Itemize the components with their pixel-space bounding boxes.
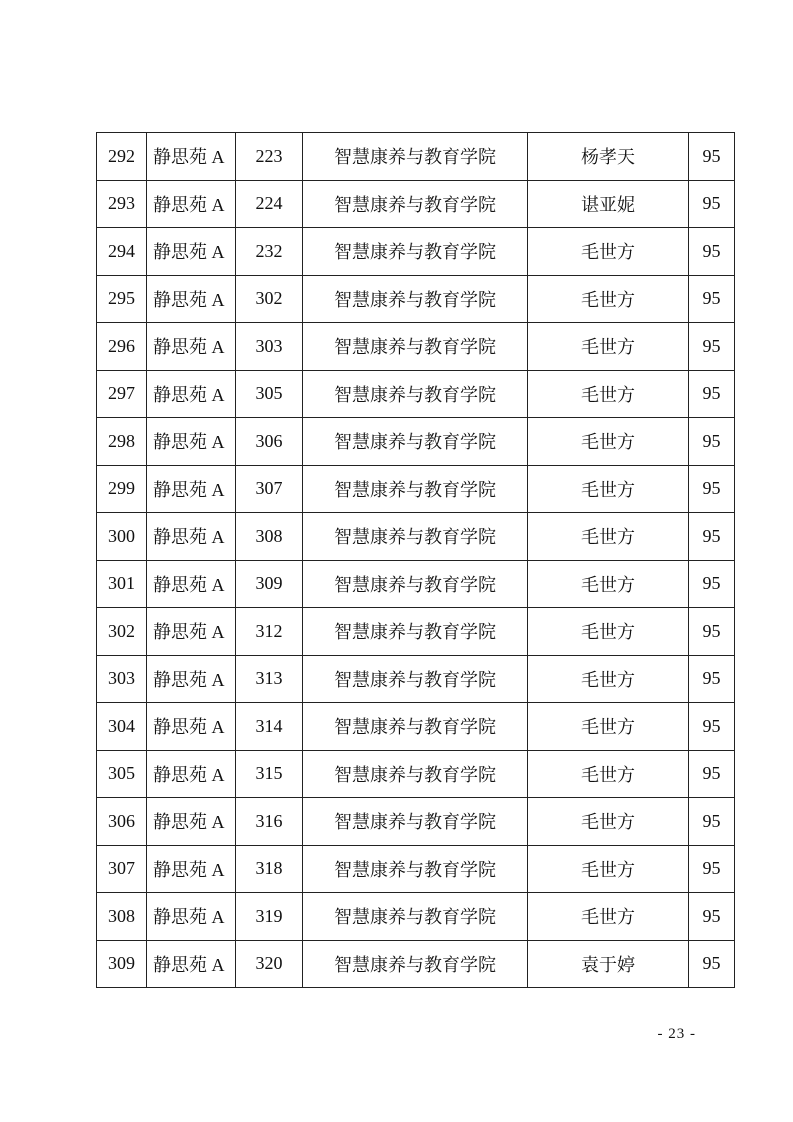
cell-college: 智慧康养与教育学院 bbox=[303, 608, 528, 656]
cell-score: 95 bbox=[689, 513, 735, 561]
cell-building: 静思苑 A bbox=[147, 133, 236, 181]
table-row bbox=[97, 275, 735, 323]
page-number: - 23 - bbox=[657, 1026, 696, 1042]
table-row bbox=[97, 703, 735, 751]
cell-serial-number: 306 bbox=[97, 798, 147, 846]
cell-room-number: 315 bbox=[236, 750, 303, 798]
cell-room-number: 320 bbox=[236, 940, 303, 988]
cell-score: 95 bbox=[689, 275, 735, 323]
cell-serial-number: 296 bbox=[97, 323, 147, 371]
cell-score: 95 bbox=[689, 323, 735, 371]
cell-room-number: 309 bbox=[236, 560, 303, 608]
cell-serial-number: 309 bbox=[97, 940, 147, 988]
cell-person-name: 毛世方 bbox=[528, 465, 689, 513]
cell-person-name: 袁于婷 bbox=[528, 940, 689, 988]
cell-serial-number: 301 bbox=[97, 560, 147, 608]
table-row bbox=[97, 608, 735, 656]
cell-room-number: 306 bbox=[236, 418, 303, 466]
cell-serial-number: 295 bbox=[97, 275, 147, 323]
table-row bbox=[97, 845, 735, 893]
cell-room-number: 232 bbox=[236, 228, 303, 276]
cell-building: 静思苑 A bbox=[147, 465, 236, 513]
cell-college: 智慧康养与教育学院 bbox=[303, 893, 528, 941]
cell-room-number: 302 bbox=[236, 275, 303, 323]
cell-college: 智慧康养与教育学院 bbox=[303, 323, 528, 371]
cell-room-number: 314 bbox=[236, 703, 303, 751]
cell-building: 静思苑 A bbox=[147, 703, 236, 751]
cell-score: 95 bbox=[689, 133, 735, 181]
table-row bbox=[97, 418, 735, 466]
cell-serial-number: 292 bbox=[97, 133, 147, 181]
cell-person-name: 毛世方 bbox=[528, 418, 689, 466]
cell-score: 95 bbox=[689, 560, 735, 608]
cell-score: 95 bbox=[689, 465, 735, 513]
cell-building: 静思苑 A bbox=[147, 608, 236, 656]
cell-person-name: 谌亚妮 bbox=[528, 180, 689, 228]
table-row bbox=[97, 750, 735, 798]
cell-building: 静思苑 A bbox=[147, 750, 236, 798]
cell-serial-number: 300 bbox=[97, 513, 147, 561]
cell-room-number: 316 bbox=[236, 798, 303, 846]
table-row bbox=[97, 465, 735, 513]
table-row bbox=[97, 560, 735, 608]
cell-college: 智慧康养与教育学院 bbox=[303, 703, 528, 751]
cell-person-name: 杨孝天 bbox=[528, 133, 689, 181]
cell-person-name: 毛世方 bbox=[528, 750, 689, 798]
cell-room-number: 223 bbox=[236, 133, 303, 181]
cell-college: 智慧康养与教育学院 bbox=[303, 418, 528, 466]
cell-college: 智慧康养与教育学院 bbox=[303, 133, 528, 181]
cell-room-number: 318 bbox=[236, 845, 303, 893]
cell-room-number: 307 bbox=[236, 465, 303, 513]
cell-room-number: 303 bbox=[236, 323, 303, 371]
table-row bbox=[97, 893, 735, 941]
cell-room-number: 305 bbox=[236, 370, 303, 418]
cell-college: 智慧康养与教育学院 bbox=[303, 275, 528, 323]
cell-building: 静思苑 A bbox=[147, 370, 236, 418]
cell-score: 95 bbox=[689, 703, 735, 751]
cell-score: 95 bbox=[689, 608, 735, 656]
cell-score: 95 bbox=[689, 228, 735, 276]
cell-building: 静思苑 A bbox=[147, 323, 236, 371]
cell-score: 95 bbox=[689, 893, 735, 941]
table-row bbox=[97, 655, 735, 703]
cell-building: 静思苑 A bbox=[147, 560, 236, 608]
cell-college: 智慧康养与教育学院 bbox=[303, 798, 528, 846]
table-row bbox=[97, 180, 735, 228]
cell-college: 智慧康养与教育学院 bbox=[303, 370, 528, 418]
cell-room-number: 312 bbox=[236, 608, 303, 656]
cell-person-name: 毛世方 bbox=[528, 370, 689, 418]
cell-building: 静思苑 A bbox=[147, 228, 236, 276]
cell-college: 智慧康养与教育学院 bbox=[303, 750, 528, 798]
cell-building: 静思苑 A bbox=[147, 845, 236, 893]
cell-person-name: 毛世方 bbox=[528, 655, 689, 703]
cell-building: 静思苑 A bbox=[147, 655, 236, 703]
cell-building: 静思苑 A bbox=[147, 513, 236, 561]
cell-person-name: 毛世方 bbox=[528, 323, 689, 371]
cell-room-number: 313 bbox=[236, 655, 303, 703]
cell-score: 95 bbox=[689, 370, 735, 418]
cell-room-number: 319 bbox=[236, 893, 303, 941]
cell-score: 95 bbox=[689, 750, 735, 798]
cell-college: 智慧康养与教育学院 bbox=[303, 655, 528, 703]
cell-serial-number: 303 bbox=[97, 655, 147, 703]
cell-college: 智慧康养与教育学院 bbox=[303, 845, 528, 893]
cell-person-name: 毛世方 bbox=[528, 560, 689, 608]
table-body bbox=[97, 133, 735, 988]
cell-serial-number: 299 bbox=[97, 465, 147, 513]
cell-college: 智慧康养与教育学院 bbox=[303, 513, 528, 561]
cell-score: 95 bbox=[689, 845, 735, 893]
table-row bbox=[97, 228, 735, 276]
cell-serial-number: 302 bbox=[97, 608, 147, 656]
table-row bbox=[97, 940, 735, 988]
cell-score: 95 bbox=[689, 798, 735, 846]
cell-college: 智慧康养与教育学院 bbox=[303, 560, 528, 608]
table-row bbox=[97, 798, 735, 846]
cell-score: 95 bbox=[689, 418, 735, 466]
cell-person-name: 毛世方 bbox=[528, 798, 689, 846]
cell-score: 95 bbox=[689, 180, 735, 228]
table-row bbox=[97, 133, 735, 181]
cell-serial-number: 298 bbox=[97, 418, 147, 466]
cell-college: 智慧康养与教育学院 bbox=[303, 228, 528, 276]
cell-person-name: 毛世方 bbox=[528, 275, 689, 323]
cell-room-number: 224 bbox=[236, 180, 303, 228]
cell-building: 静思苑 A bbox=[147, 180, 236, 228]
cell-building: 静思苑 A bbox=[147, 940, 236, 988]
table-row bbox=[97, 513, 735, 561]
cell-college: 智慧康养与教育学院 bbox=[303, 940, 528, 988]
cell-building: 静思苑 A bbox=[147, 275, 236, 323]
cell-person-name: 毛世方 bbox=[528, 893, 689, 941]
cell-person-name: 毛世方 bbox=[528, 228, 689, 276]
cell-person-name: 毛世方 bbox=[528, 513, 689, 561]
cell-serial-number: 305 bbox=[97, 750, 147, 798]
cell-building: 静思苑 A bbox=[147, 798, 236, 846]
cell-serial-number: 297 bbox=[97, 370, 147, 418]
table-row bbox=[97, 370, 735, 418]
table-row bbox=[97, 323, 735, 371]
cell-person-name: 毛世方 bbox=[528, 608, 689, 656]
cell-serial-number: 308 bbox=[97, 893, 147, 941]
cell-college: 智慧康养与教育学院 bbox=[303, 180, 528, 228]
cell-room-number: 308 bbox=[236, 513, 303, 561]
cell-serial-number: 307 bbox=[97, 845, 147, 893]
cell-serial-number: 293 bbox=[97, 180, 147, 228]
cell-serial-number: 294 bbox=[97, 228, 147, 276]
cell-person-name: 毛世方 bbox=[528, 845, 689, 893]
cell-person-name: 毛世方 bbox=[528, 703, 689, 751]
cell-score: 95 bbox=[689, 940, 735, 988]
dormitory-table bbox=[96, 132, 735, 988]
cell-score: 95 bbox=[689, 655, 735, 703]
cell-building: 静思苑 A bbox=[147, 893, 236, 941]
cell-building: 静思苑 A bbox=[147, 418, 236, 466]
cell-serial-number: 304 bbox=[97, 703, 147, 751]
cell-college: 智慧康养与教育学院 bbox=[303, 465, 528, 513]
